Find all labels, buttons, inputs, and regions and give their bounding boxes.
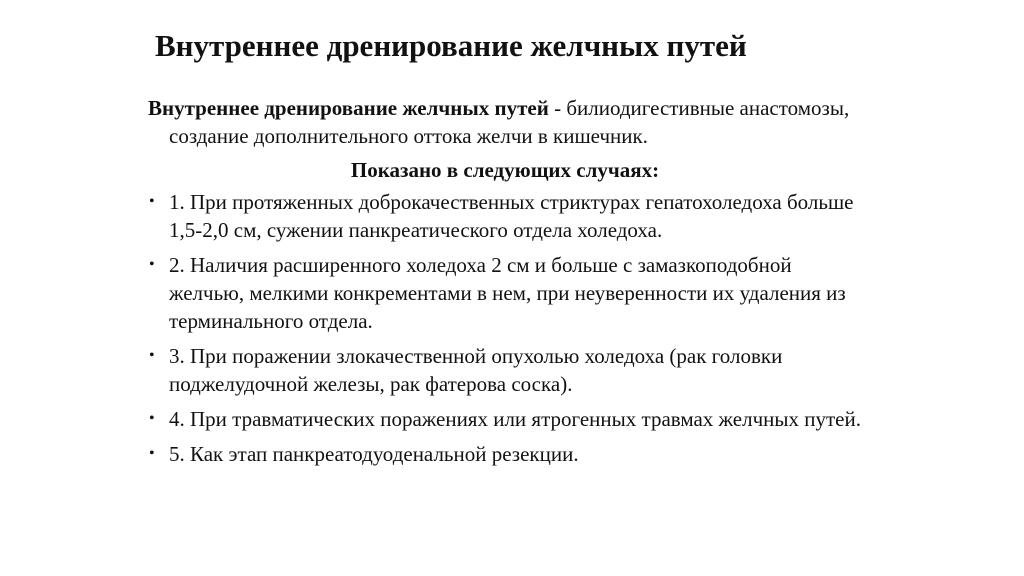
slide-content — [148, 94, 868, 468]
indications-list — [148, 188, 868, 468]
indications-heading: Показано в следующих случаях: — [350, 158, 660, 182]
list-item-text: 1. При протяженных доброкачественных стриктурах гепатохоледоха больше 1,5-2,0 см, сужении панкреатического отдела холедоха. — [169, 190, 854, 242]
list-item-text: 4. При травматических поражениях или ятрогенных травмах желчных путей. — [169, 407, 861, 431]
list-item — [148, 188, 868, 244]
bullet-icon: • — [149, 193, 155, 210]
list-item — [148, 440, 868, 468]
bullet-icon: • — [149, 256, 155, 273]
definition-term: Внутреннее дренирование желчных путей — [148, 96, 549, 120]
list-item — [148, 251, 868, 335]
list-item-text: 3. При поражении злокачественной опухолью холедоха (рак головки поджелудочной железы, рак фатерова соска). — [169, 344, 783, 396]
definition-text: - билиодигестивные анастомозы, создание дополнительного оттока желчи в кишечник. — [169, 96, 850, 148]
list-item-text: 5. Как этап панкреатодуоденальной резекции. — [169, 442, 579, 466]
bullet-icon: • — [149, 347, 155, 364]
bullet-icon: • — [149, 445, 155, 462]
list-item-text: 2. Наличия расширенного холедоха 2 см и больше с замазкоподобной желчью, мелкими конкрементами в нем, при неуверенности их удаления из терминального отдела. — [169, 253, 846, 333]
definition-paragraph — [148, 94, 868, 150]
bullet-icon: • — [149, 410, 155, 427]
list-item — [148, 342, 868, 398]
list-item — [148, 405, 868, 433]
slide-title: Внутреннее дренирование желчных путей — [155, 28, 747, 63]
